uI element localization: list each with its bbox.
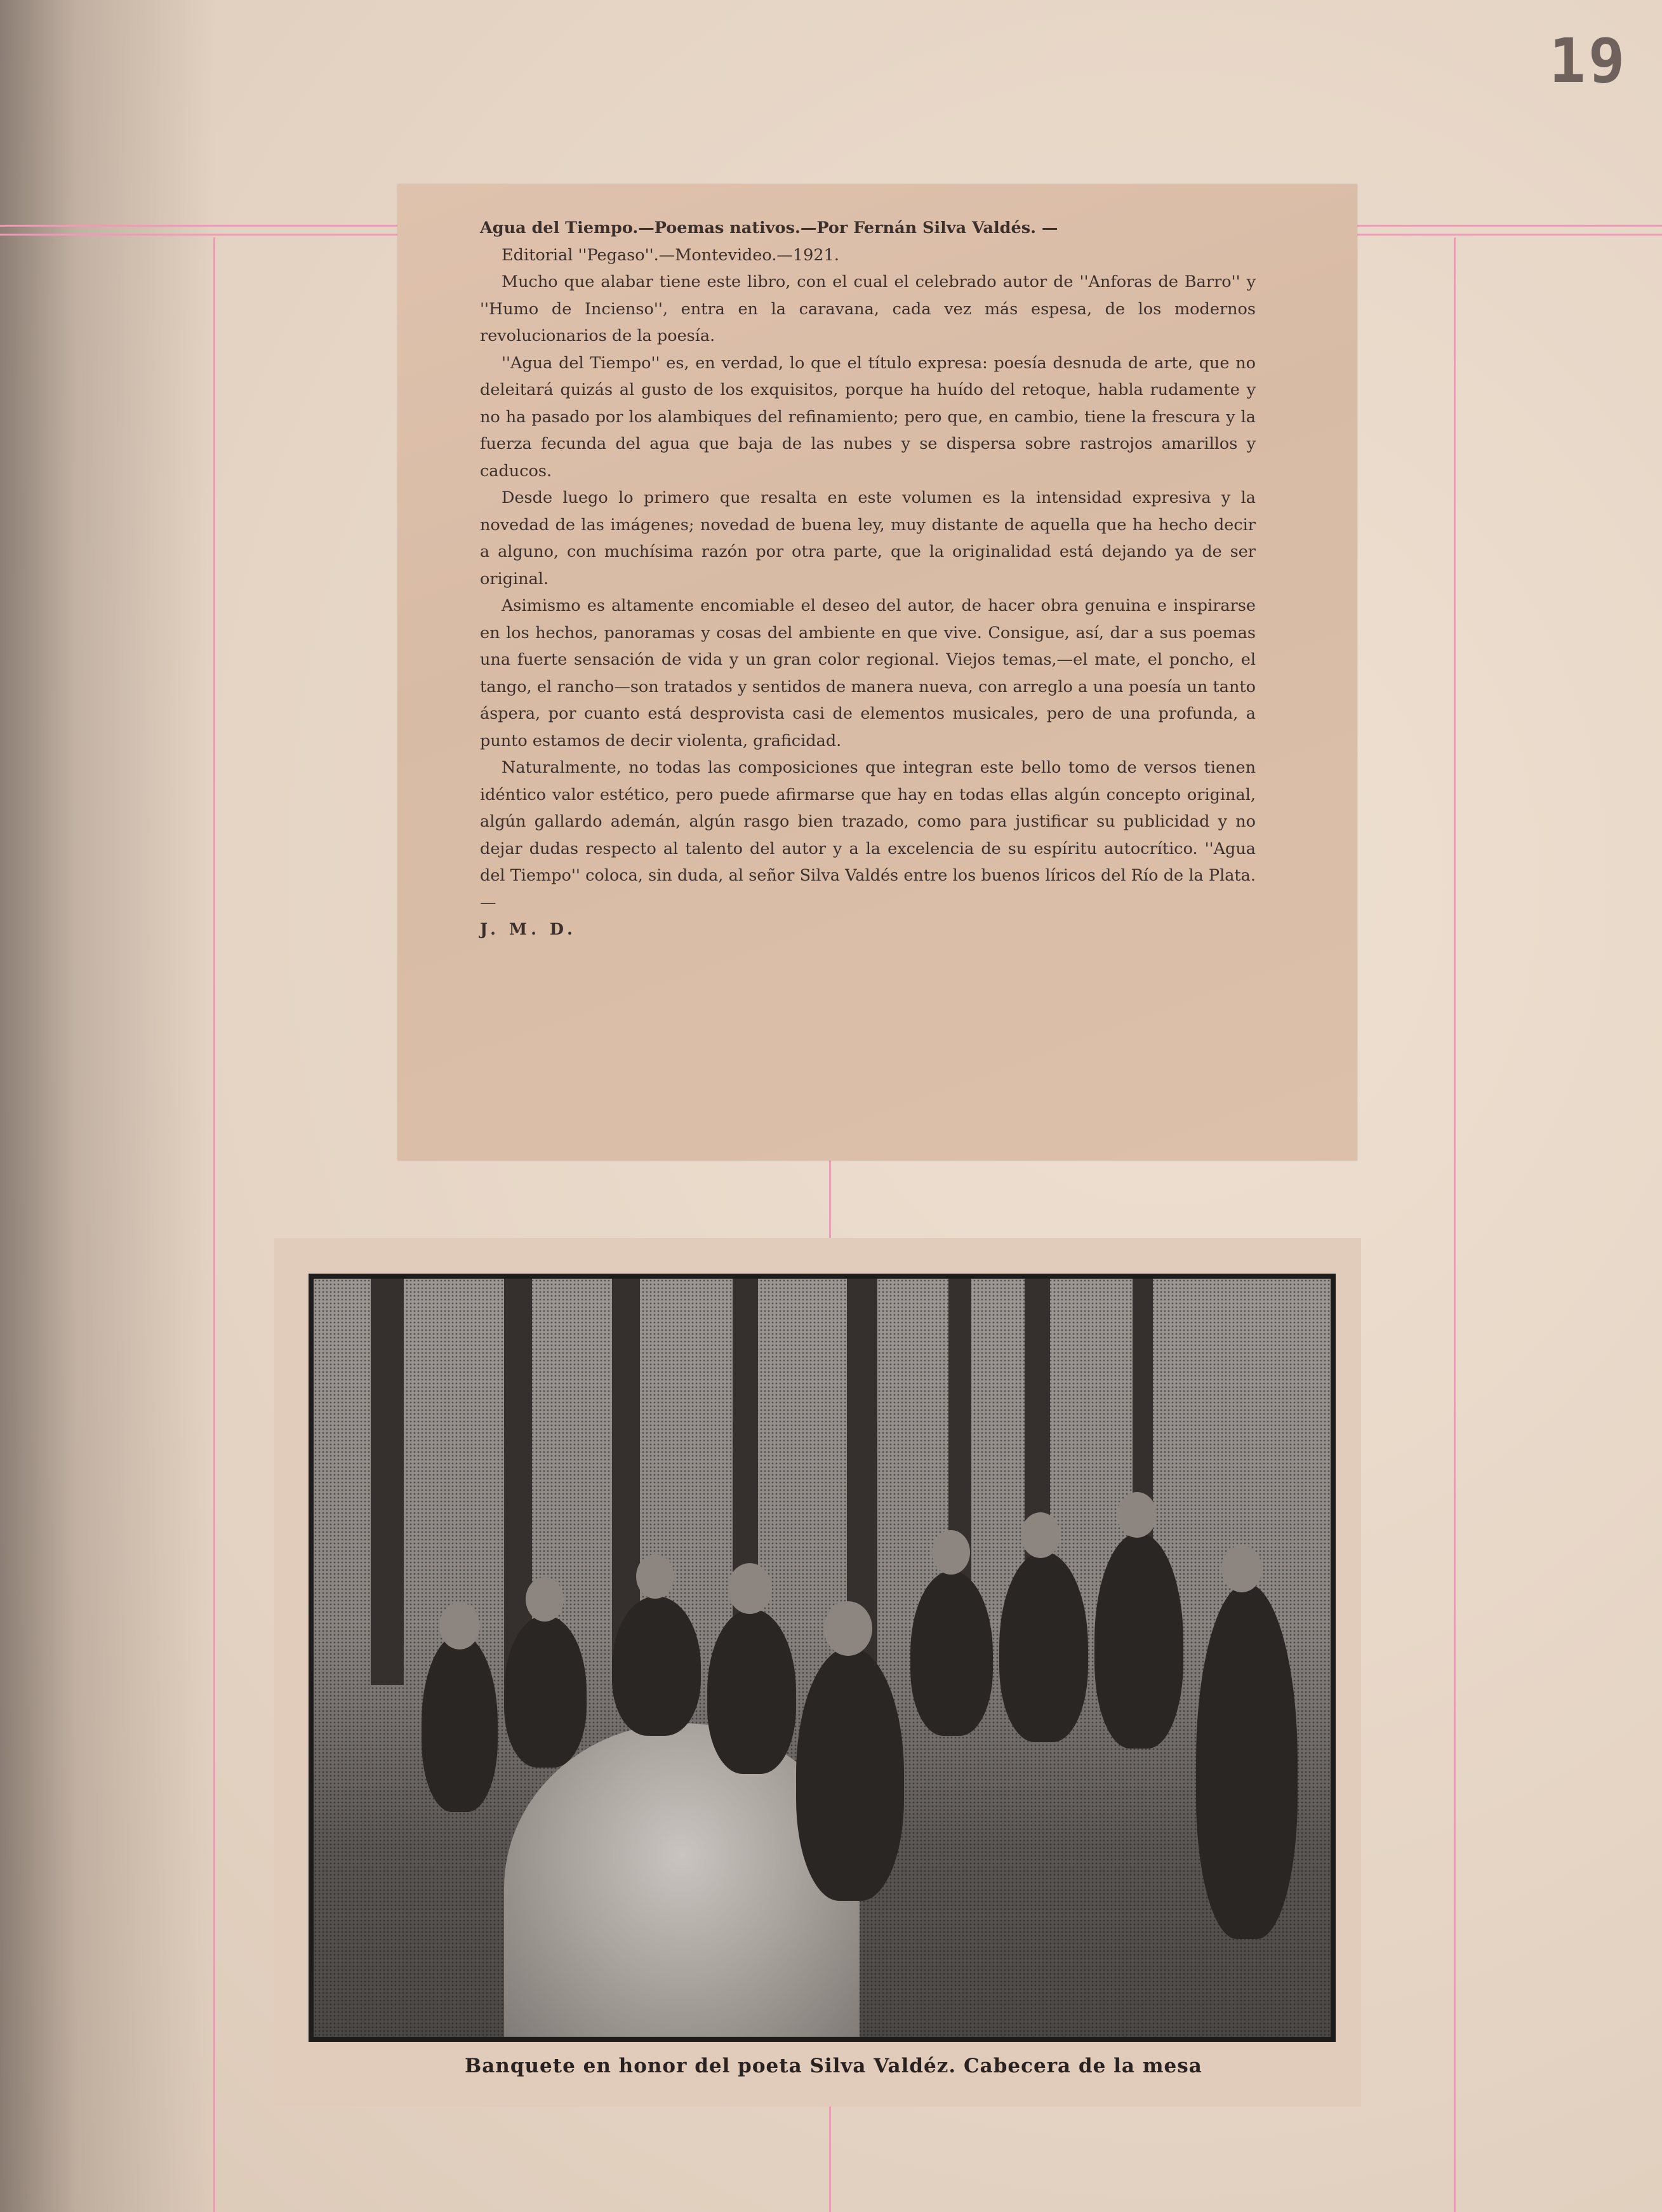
photo-guest [1196,1583,1298,1939]
review-clipping [397,184,1357,1161]
photo-guest-head [1117,1492,1157,1538]
ruled-line-left-margin [213,237,215,2212]
photo-guest-head [932,1530,970,1575]
review-heading-publisher: Editorial ''Pegaso''.—Montevideo.—1921. [502,245,839,265]
review-paragraph-5: Naturalmente, no todas las composiciones que integran este bello tomo de versos tienen idéntico valor estético, pero puede afirmarse que hay en todas ellas algún concepto original, algún gallardo ademán, algún rasgo bien trazado, como para justificar su publicidad y no dejar dudas respecto al talento del autor y a la excelencia de su espíritu autocrítico. ''Agua del Tiempo'' coloca, sin duda, al señor Silva Valdés entre los buenos líricos del Río de la Plata. — [480,758,1256,912]
review-signature: J. M. D. [480,920,576,939]
photo-guest [910,1571,993,1736]
review-paragraph-4: Asimismo es altamente encomiable el deseo del autor, de hacer obra genuina e inspirarse en los hechos, panoramas y cosas del ambiente en que vive. Consigue, así, dar a sus poemas una fuerte sensación de vida y un gran color regional. Viejos temas,—el mate, el poncho, el tango, el rancho—son tratados y sentidos de manera nueva, con arreglo a una poesía un tanto áspera, por cuanto está desprovista casi de elementos musicales, pero de una profunda, a punto estamos de decir violenta, graficidad. [480,596,1256,750]
ruled-line-top-right-2 [1357,234,1662,236]
banquet-photograph [309,1274,1336,2042]
photo-guest [422,1634,498,1812]
photo-guest [796,1647,904,1901]
ruled-line-center [829,1161,831,1238]
photo-guest [612,1596,701,1736]
review-paragraph-3: Desde luego lo primero que resalta en este volumen es la intensidad expresiva y la novedad de las imágenes; novedad de buena ley, muy distante de aquella que ha hecho decir a alguno, con muchísima razón por otra parte, que la originalidad está dejando ya de ser original. [480,488,1256,589]
review-heading: Agua del Tiempo.—Poemas nativos.—Por Fernán Silva Valdés. — [480,218,1058,237]
photo-guest [1094,1533,1183,1749]
photo-guest [707,1609,796,1774]
photo-guest-head [439,1602,480,1649]
ruled-line-top-right [1357,225,1662,227]
photo-pillar [371,1279,404,1685]
ruled-line-center-bottom [829,2107,831,2212]
ruled-line-top-left [0,225,397,227]
review-paragraph-2: ''Agua del Tiempo'' es, en verdad, lo que el título expresa: poesía desnuda de arte, que no deleitará quizás al gusto de los exquisitos, porque ha huído del retoque, habla rudamente y no ha pasado por los alambiques del refinamiento; pero que, en cambio, tiene la frescura y la fuerza fecunda del agua que baja de las nubes y se dispersa sobre rastrojos amarillos y caducos. [480,353,1256,481]
photo-guest [999,1552,1088,1742]
photo-guest-head [1221,1545,1262,1592]
photo-caption: Banquete en honor del poeta Silva Valdéz. Cabecera de la mesa [465,2055,1202,2077]
photo-guest-head [526,1577,564,1622]
photo-guest-head [824,1601,872,1656]
review-article [480,215,1256,1129]
photo-clipping [274,1238,1361,2107]
photo-guest-head [636,1554,674,1599]
ruled-line-right-margin [1454,237,1456,2212]
ruled-line-top-left-2 [0,234,397,236]
photo-guest [504,1615,587,1768]
review-paragraph-1: Mucho que alabar tiene este libro, con el cual el celebrado autor de ''Anforas de Barro'' y ''Humo de Incienso'', entra en la caravana, cada vez más espesa, de los modernos revolucionarios de la poesía. [480,272,1256,345]
photo-guest-head [1021,1512,1060,1558]
photo-guest-head [728,1563,772,1614]
page-number: 19 [1549,25,1628,97]
